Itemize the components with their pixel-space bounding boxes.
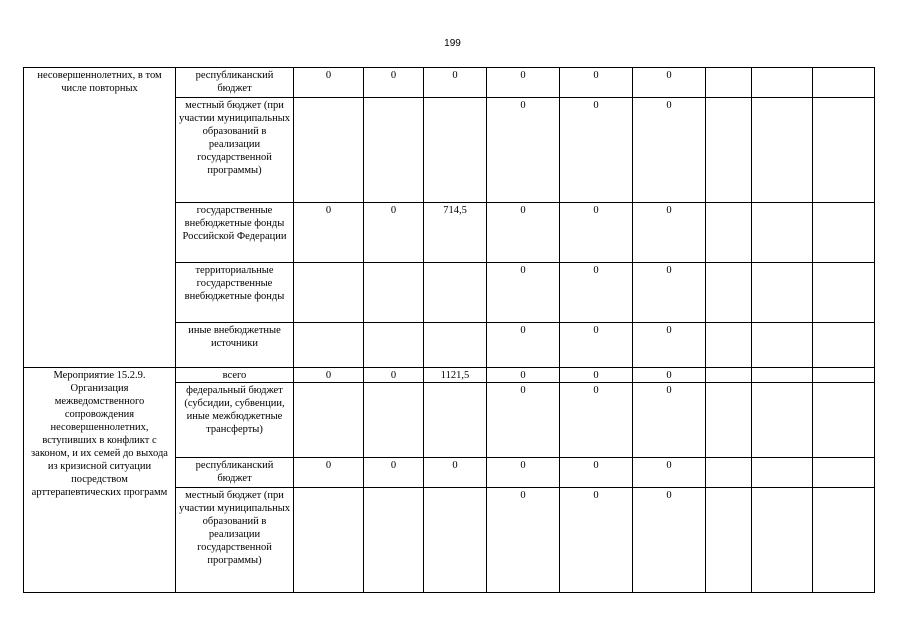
value-cell: 714,5 [424, 203, 487, 263]
value-cell [706, 383, 752, 458]
value-cell [294, 263, 364, 323]
value-cell: 0 [560, 98, 633, 203]
value-cell: 0 [487, 98, 560, 203]
value-cell [424, 323, 487, 368]
value-cell [813, 368, 875, 383]
value-cell: 0 [560, 203, 633, 263]
value-cell: 0 [633, 263, 706, 323]
value-cell: 0 [294, 368, 364, 383]
value-cell [294, 323, 364, 368]
table-row [24, 368, 905, 383]
value-cell: 0 [487, 488, 560, 593]
value-cell [752, 368, 813, 383]
funding-source-cell: местный бюджет (при участии муниципальных образований в реализации государственной программы) [176, 98, 294, 203]
value-cell [364, 263, 424, 323]
value-cell [752, 263, 813, 323]
value-cell: 0 [560, 488, 633, 593]
value-cell [706, 263, 752, 323]
value-cell: 0 [633, 323, 706, 368]
value-cell: 0 [633, 203, 706, 263]
value-cell [752, 98, 813, 203]
value-cell: 0 [560, 368, 633, 383]
value-cell: 0 [633, 458, 706, 488]
value-cell [294, 383, 364, 458]
funding-source-cell: территориальные государственные внебюджетные фонды [176, 263, 294, 323]
value-cell [752, 488, 813, 593]
value-cell: 0 [364, 368, 424, 383]
value-cell: 0 [294, 458, 364, 488]
value-cell: 0 [424, 458, 487, 488]
value-cell [294, 488, 364, 593]
value-cell [364, 488, 424, 593]
funding-source-cell: республиканский бюджет [176, 68, 294, 98]
value-cell: 0 [560, 458, 633, 488]
value-cell [813, 323, 875, 368]
value-cell: 1121,5 [424, 368, 487, 383]
value-cell: 0 [633, 488, 706, 593]
value-cell: 0 [487, 323, 560, 368]
value-cell: 0 [487, 368, 560, 383]
value-cell: 0 [560, 323, 633, 368]
value-cell [364, 98, 424, 203]
value-cell [752, 383, 813, 458]
funding-source-cell: республиканский бюджет [176, 458, 294, 488]
budget-table [23, 67, 905, 593]
funding-source-cell: государственные внебюджетные фонды Российской Федерации [176, 203, 294, 263]
value-cell [706, 68, 752, 98]
value-cell: 0 [487, 383, 560, 458]
value-cell: 0 [560, 68, 633, 98]
value-cell: 0 [294, 203, 364, 263]
value-cell [813, 383, 875, 458]
value-cell: 0 [364, 68, 424, 98]
activity-cell: Мероприятие 15.2.9. Организация межведомственного сопровождения несовершеннолетних, вступивших в конфликт с законом, и их семей до выхода из кризисной ситуации посредством арттерапевтических программ [24, 368, 176, 593]
value-cell [706, 323, 752, 368]
value-cell: 0 [560, 263, 633, 323]
value-cell [294, 98, 364, 203]
value-cell: 0 [424, 68, 487, 98]
value-cell [752, 458, 813, 488]
value-cell: 0 [633, 383, 706, 458]
value-cell: 0 [560, 383, 633, 458]
value-cell: 0 [487, 263, 560, 323]
value-cell [752, 323, 813, 368]
value-cell [706, 203, 752, 263]
funding-source-cell: федеральный бюджет (субсидии, субвенции, иные межбюджетные трансферты) [176, 383, 294, 458]
value-cell [424, 263, 487, 323]
value-cell [813, 68, 875, 98]
value-cell [813, 488, 875, 593]
activity-cell: несовершеннолетних, в том числе повторных [24, 68, 176, 368]
value-cell: 0 [364, 458, 424, 488]
value-cell [752, 68, 813, 98]
value-cell [706, 488, 752, 593]
value-cell: 0 [633, 68, 706, 98]
value-cell [706, 458, 752, 488]
value-cell [424, 383, 487, 458]
value-cell [813, 458, 875, 488]
value-cell [364, 383, 424, 458]
value-cell [424, 488, 487, 593]
table-row [24, 68, 905, 98]
page-number: 199 [444, 38, 461, 49]
value-cell: 0 [364, 203, 424, 263]
funding-source-cell: местный бюджет (при участии муниципальных образований в реализации государственной программы) [176, 488, 294, 593]
value-cell [752, 203, 813, 263]
value-cell [813, 263, 875, 323]
value-cell [813, 98, 875, 203]
value-cell: 0 [487, 458, 560, 488]
value-cell: 0 [487, 68, 560, 98]
value-cell: 0 [633, 368, 706, 383]
value-cell [424, 98, 487, 203]
value-cell: 0 [633, 98, 706, 203]
value-cell: 0 [487, 203, 560, 263]
value-cell: 0 [294, 68, 364, 98]
funding-source-cell: иные внебюджетные источники [176, 323, 294, 368]
funding-source-cell: всего [176, 368, 294, 383]
value-cell [706, 98, 752, 203]
value-cell [706, 368, 752, 383]
value-cell [813, 203, 875, 263]
value-cell [364, 323, 424, 368]
